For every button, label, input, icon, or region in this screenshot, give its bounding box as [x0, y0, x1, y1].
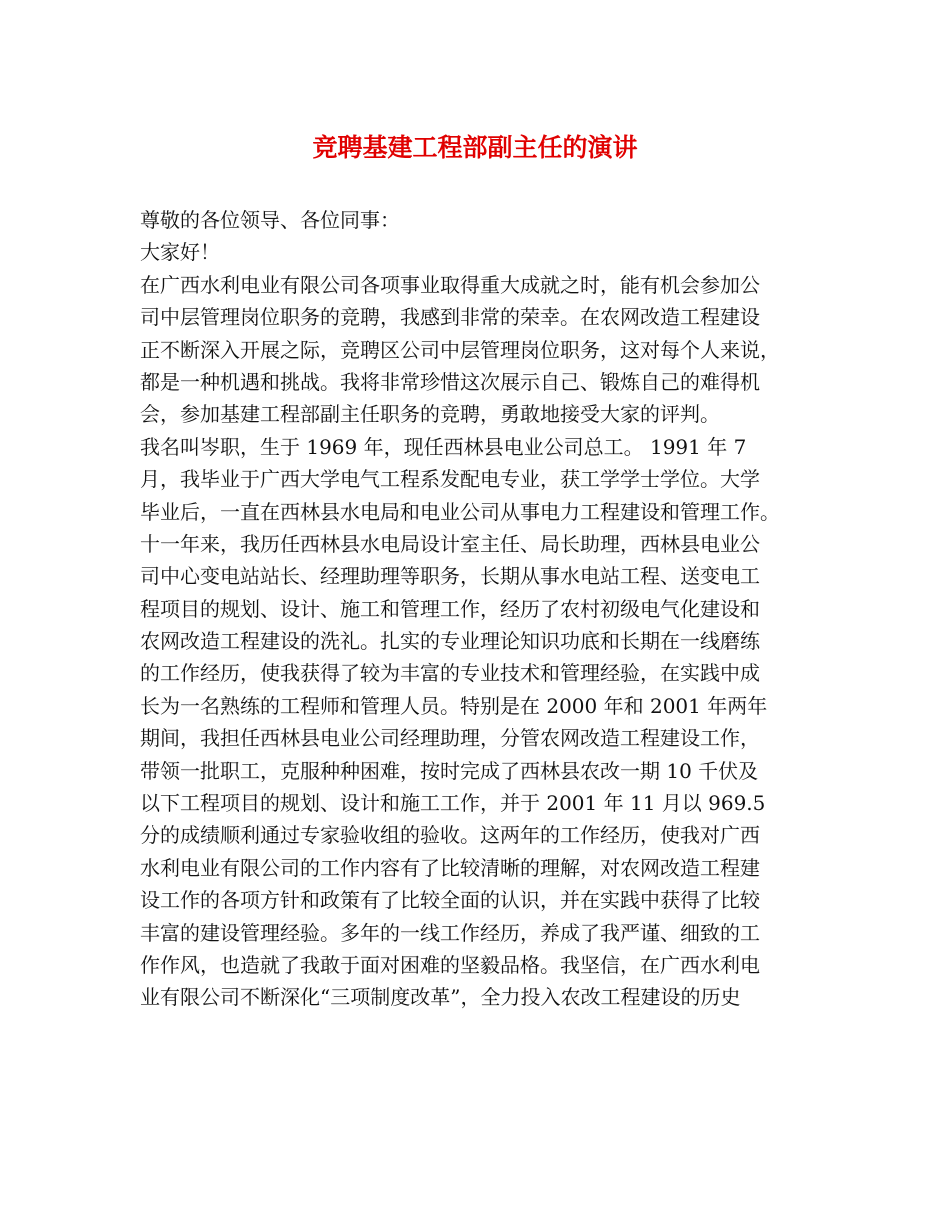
text-line: 尊敬的各位领导、各位同事：	[140, 208, 400, 232]
text-line: 期间，我担任西林县电业公司经理助理，分管农网改造工程建设工作，	[140, 726, 760, 751]
text-line: 我名叫岑职，生于 1969 年，现任西林县电业公司总工。 1991 年 7	[140, 434, 747, 459]
text-line: 水利电业有限公司的工作内容有了比较清晰的理解，对农网改造工程建	[140, 855, 760, 880]
text-line: 作作风，也造就了我敢于面对困难的坚毅品格。我坚信，在广西水利电	[140, 952, 760, 977]
document-title: 竞聘基建工程部副主任的演讲	[312, 133, 638, 162]
text-line: 司中层管理岗位职务的竞聘，我感到非常的荣幸。在农网改造工程建设	[140, 305, 760, 330]
text-line: 以下工程项目的规划、设计和施工工作，并于 2001 年 11 月以 969.5	[140, 791, 766, 816]
text-line: 农网改造工程建设的洗礼。扎实的专业理论知识功底和长期在一线磨练	[140, 629, 760, 654]
text-line: 月，我毕业于广西大学电气工程系发配电专业，获工学学士学位。大学	[140, 467, 760, 492]
text-line: 在广西水利电业有限公司各项事业取得重大成就之时，能有机会参加公	[140, 272, 760, 297]
text-line: 带领一批职工，克服种种困难，按时完成了西林县农改一期 10 千伏及	[140, 758, 759, 783]
text-line: 设工作的各项方针和政策有了比较全面的认识，并在实践中获得了比较	[140, 888, 760, 913]
text-line: 的工作经历，使我获得了较为丰富的专业技术和管理经验，在实践中成	[140, 661, 760, 686]
text-line: 业有限公司不断深化“三项制度改革”，全力投入农改工程建设的历史	[140, 985, 741, 1010]
document-body	[140, 204, 820, 1014]
text-line: 程项目的规划、设计、施工和管理工作，经历了农村初级电气化建设和	[140, 596, 760, 621]
text-line: 长为一名熟练的工程师和管理人员。特别是在 2000 年和 2001 年两年	[140, 693, 768, 718]
text-line: 会，参加基建工程部副主任职务的竞聘，勇敢地接受大家的评判。	[140, 402, 720, 427]
text-line: 丰富的建设管理经验。多年的一线工作经历，养成了我严谨、细致的工	[140, 920, 760, 945]
text-line: 司中心变电站站长、经理助理等职务，长期从事水电站工程、送变电工	[140, 564, 760, 589]
text-line: 毕业后，一直在西林县水电局和电业公司从事电力工程建设和管理工作。	[140, 499, 780, 524]
text-line: 正不断深入开展之际，竞聘区公司中层管理岗位职务，这对每个人来说，	[140, 337, 780, 362]
text-line: 都是一种机遇和挑战。我将非常珍惜这次展示自己、锻炼自己的难得机	[140, 369, 760, 394]
text-line: 大家好！	[140, 240, 220, 265]
text-line: 十一年来，我历任西林县水电局设计室主任、局长助理，西林县电业公	[140, 531, 760, 556]
text-line: 分的成绩顺利通过专家验收组的验收。这两年的工作经历，使我对广西	[140, 823, 760, 848]
